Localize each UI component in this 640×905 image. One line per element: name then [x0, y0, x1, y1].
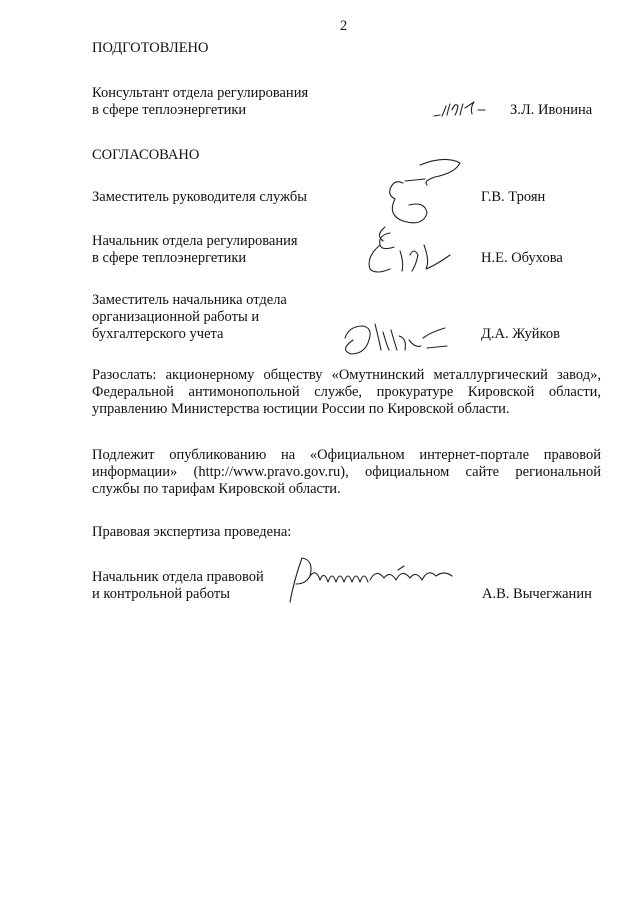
- signer-troyan-name: Г.В. Троян: [481, 189, 546, 205]
- legal-review-statement: Правовая экспертиза проведена:: [92, 524, 292, 540]
- distribution-text: Разослать: акционерному обществу «Омутнинский металлургический завод», Федеральной антимонопольной службе, прокуратуре Кировской области, управлению Министерства юстиции России по Кировской области.: [92, 367, 601, 417]
- prepared-name: З.Л. Ивонина: [510, 102, 593, 118]
- signer-zhuykov-position-line3: бухгалтерского учета: [92, 326, 224, 342]
- signer-zhuykov-position-line2: организационной работы и: [92, 309, 260, 325]
- prepared-position-line2: в сфере теплоэнергетики: [92, 102, 247, 118]
- signature-ivonina: [430, 92, 500, 122]
- agreed-heading: СОГЛАСОВАНО: [92, 147, 200, 163]
- legal-review-position-line1: Начальник отдела правовой: [92, 569, 264, 585]
- signer-obukhova-position-line2: в сфере теплоэнергетики: [92, 250, 247, 266]
- prepared-position-line1: Консультант отдела регулирования: [92, 85, 309, 101]
- publication-text: Подлежит опубликованию на «Официальном интернет-портале правовой информации» (http://www.pravo.gov.ru), официальном сайте региональной службы по тарифам Кировской области.: [92, 447, 601, 497]
- signature-zhuykov: [335, 310, 460, 360]
- signer-zhuykov-name: Д.А. Жуйков: [481, 326, 560, 342]
- signature-vychegzhanin: [280, 550, 470, 610]
- legal-review-position-line2: и контрольной работы: [92, 586, 230, 602]
- signature-obukhova: [360, 225, 460, 280]
- signer-obukhova-position-line1: Начальник отдела регулирования: [92, 233, 298, 249]
- signer-obukhova-name: Н.Е. Обухова: [481, 250, 563, 266]
- page-number: 2: [340, 18, 348, 34]
- signer-troyan-position: Заместитель руководителя службы: [92, 189, 308, 205]
- prepared-heading: ПОДГОТОВЛЕНО: [92, 40, 209, 56]
- legal-review-name: А.В. Вычегжанин: [482, 586, 592, 602]
- signer-zhuykov-position-line1: Заместитель начальника отдела: [92, 292, 287, 308]
